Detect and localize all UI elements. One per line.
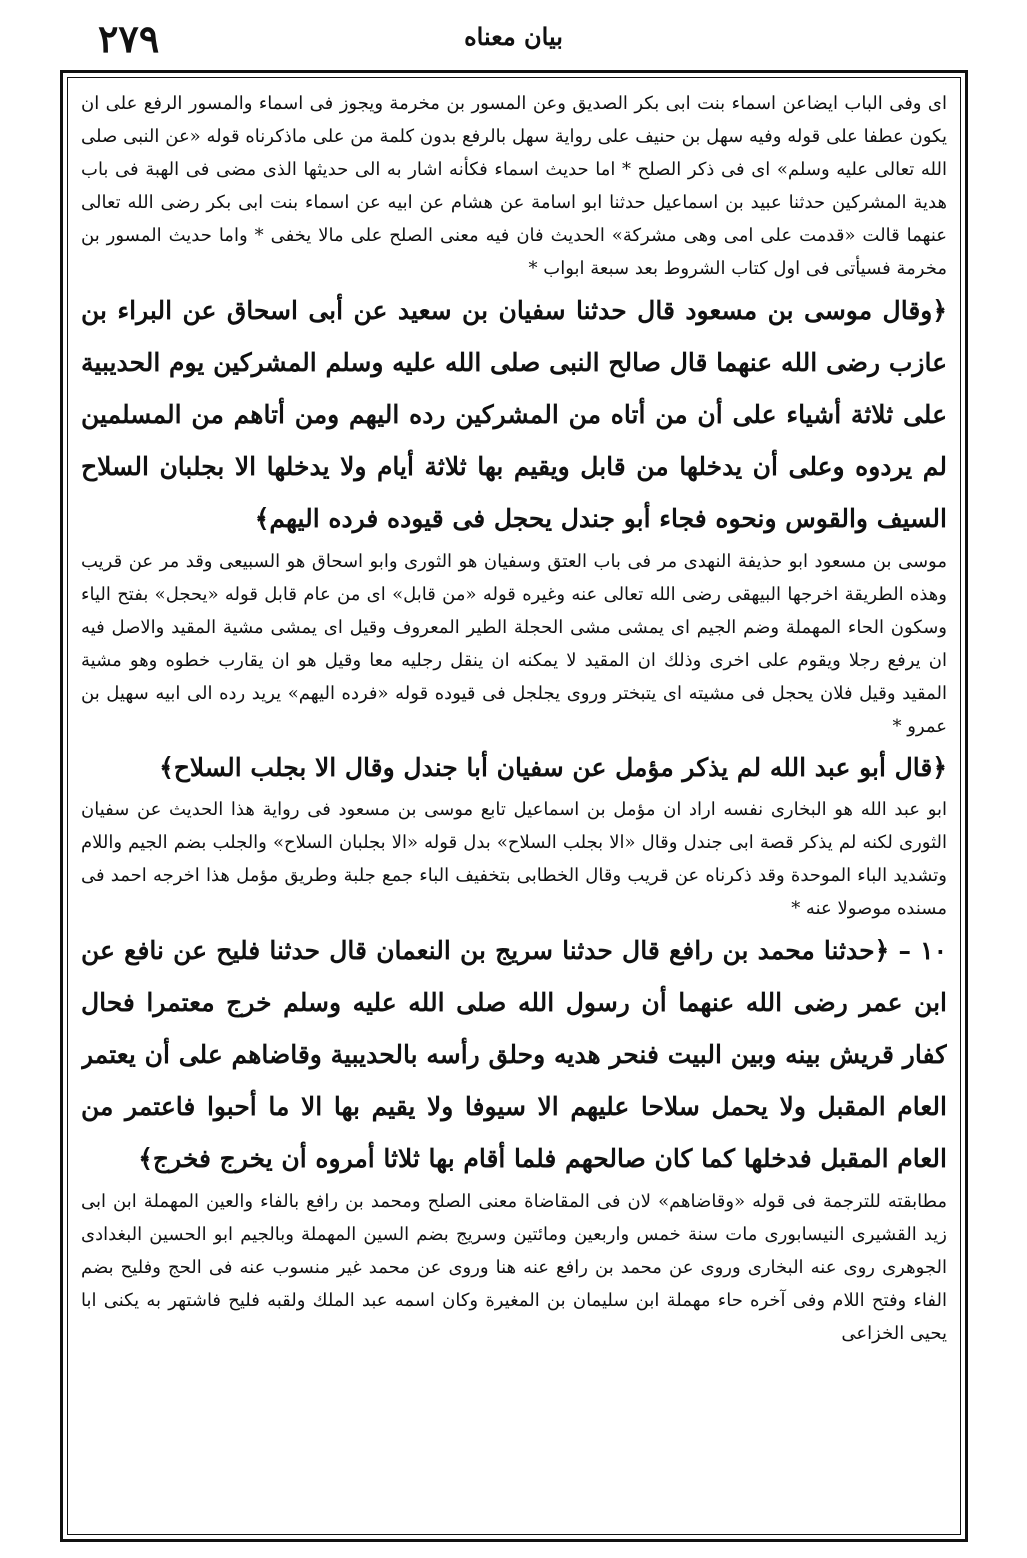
- page-body: [81, 87, 947, 1529]
- commentary-paragraph: اى وفى الباب ايضاعن اسماء بنت ابى بكر الصديق وعن المسور بن مخرمة ويجوز فى اسماء والمسور الرفع على ان يكون عطفا على قوله وفيه سهل بن حنيف على رواية سهل بالرفع بدون كلمة من على ماذكرناه قوله «عن النبى صلى الله تعالى عليه وسلم» اى فى ذكر الصلح * اما حديث اسماء فكأنه اشار به الى حديثها الذى مضى فى الهبة فى باب هدية المشركين حدثنا عبيد بن اسماعيل حدثنا ابو اسامة عن هشام عن ابيه عن اسماء بنت ابى بكر رضى الله تعالى عنهما قالت «قدمت على امى وهى مشركة» الحديث فان فيه معنى الصلح على مالا يخفى * واما حديث المسور بن مخرمة فسيأتى فى اول كتاب الشروط بعد سبعة ابواب *: [81, 93, 947, 279]
- running-title: بيان معناه: [464, 22, 563, 51]
- page-number: ٢٧٩: [98, 16, 160, 61]
- hadith-text: ١٠ – ﴿حدثنا محمد بن رافع قال حدثنا سريج بن النعمان قال حدثنا فليح عن نافع عن ابن عمر رضى الله عنهما أن رسول الله صلى الله عليه وسلم خرج معتمرا فحال كفار قريش بينه وبين البيت فنحر هديه وحلق رأسه بالحديبية وقاضاهم على أن يعتمر العام المقبل ولا يحمل سلاحا عليهم الا سيوفا ولا يقيم بها الا ما أحبوا فاعتمر من العام المقبل فدخلها كما كان صالحهم فلما أقام بها ثلاثا أمروه أن يخرج فخرج﴾: [81, 936, 947, 1173]
- hadith-text: ﴿قال أبو عبد الله لم يذكر مؤمل عن سفيان أبا جندل وقال الا بجلب السلاح﴾: [159, 753, 947, 782]
- hadith-text: ﴿وقال موسى بن مسعود قال حدثنا سفيان بن سعيد عن أبى اسحاق عن البراء بن عازب رضى الله عنهما قال صالح النبى صلى الله عليه وسلم المشركين يوم الحديبية على ثلاثة أشياء على أن من أتاه من المشركين رده اليهم ومن أتاهم من المسلمين لم يردوه وعلى أن يدخلها من قابل ويقيم بها ثلاثة أيام ولا يدخلها الا بجلبان السلاح السيف والقوس ونحوه فجاء أبو جندل يحجل فى قيوده فرده اليهم﴾: [81, 296, 947, 533]
- commentary-paragraph: ابو عبد الله هو البخارى نفسه اراد ان مؤمل بن اسماعيل تابع موسى بن مسعود فى رواية هذا الحديث عن سفيان الثورى لكنه لم يذكر قصة ابى جندل وقال «الا بجلب السلاح» بدل قوله «الا بجلبان السلاح» والجلب بضم الجيم واللام وتشديد الباء الموحدة وقد ذكرناه عن قريب وقال الخطابى بتخفيف الباء جمع جلبة وطريق مؤمل هذا اخرجه احمد فى مسنده موصولا عنه *: [81, 799, 947, 919]
- page-header: [60, 14, 967, 68]
- commentary-paragraph: مطابقته للترجمة فى قوله «وقاضاهم» لان فى المقاضاة معنى الصلح ومحمد بن رافع بالفاء والعين المهملة ابن ابى زيد القشيرى النيسابورى مات سنة خمس واربعين ومائتين وسريج بضم السين المهملة وبالجيم ابو الحسين البغدادى الجوهرى روى عنه البخارى وروى عن محمد بن رافع عنه هنا وروى عن محمد غير منسوب عنه فى الحج وفليح بضم الفاء وفتح اللام وفى آخره حاء مهملة ابن سليمان بن المغيرة وكان اسمه عبد الملك ولقبه فليح فاشتهر به يكنى ابا يحيى الخزاعى: [81, 1191, 947, 1344]
- page-frame: [60, 70, 968, 1542]
- commentary-paragraph: موسى بن مسعود ابو حذيفة النهدى مر فى باب العتق وسفيان هو الثورى وابو اسحاق هو السبيعى وقد مر عن قريب وهذه الطريقة اخرجها البيهقى رضى الله تعالى عنه وغيره قوله «من قابل» اى من عام قابل قوله «يحجل» بفتح الياء وسكون الحاء المهملة وضم الجيم اى يمشى مشى الحجلة الطير المعروف وقيل اى يمشى مشية المقيد والاصل فيه ان يرفع رجلا ويقوم على اخرى وذلك ان المقيد لا يمكنه ان ينقل رجليه معا وقيل هو ان يقارب خطوه وهو مشية المقيد وقيل فلان يحجل فى مشيته اى يتبختر وروى يجلجل فى قيوده قوله «فرده اليهم» يريد رده الى ابيه سهيل بن عمرو *: [81, 551, 947, 737]
